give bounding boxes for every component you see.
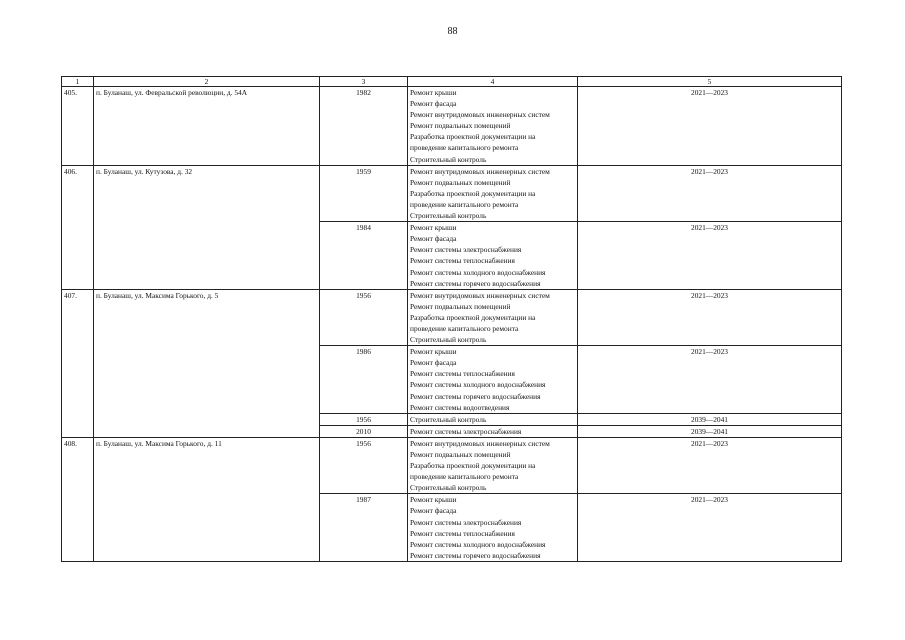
work-item: Ремонт крыши — [410, 223, 457, 233]
repair-period: 2021—2023 — [578, 87, 842, 166]
table-row — [62, 289, 842, 345]
work-item: проведение капитального ремонта — [410, 323, 519, 333]
work-item: Ремонт системы холодного водоснабжения — [410, 267, 546, 277]
work-item: Ремонт фасада — [410, 99, 457, 109]
header-col-3: 3 — [320, 77, 408, 87]
work-item: Ремонт системы холодного водоснабжения — [410, 380, 546, 390]
repair-period: 2021—2023 — [578, 222, 842, 290]
table-row — [62, 165, 842, 221]
work-item: Строительный контроль — [410, 211, 487, 221]
work-item: Ремонт подвальных помещений — [410, 301, 511, 311]
work-item: Ремонт системы горячего водоснабжения — [410, 391, 541, 401]
works-list — [408, 437, 578, 493]
work-item: Ремонт системы электроснабжения — [410, 517, 522, 527]
repair-period: 2021—2023 — [578, 494, 842, 562]
works-list — [408, 222, 578, 290]
work-item: Ремонт системы теплоснабжения — [410, 528, 515, 538]
repair-period: 2021—2023 — [578, 289, 842, 345]
work-item: проведение капитального ремонта — [410, 199, 519, 209]
work-item: Разработка проектной документации на — [410, 188, 536, 198]
work-item: Ремонт подвальных помещений — [410, 121, 511, 131]
repair-period: 2021—2023 — [578, 165, 842, 221]
entry-number: 405. — [62, 87, 94, 166]
repair-schedule-table — [61, 76, 842, 562]
works-list — [408, 289, 578, 345]
header-col-4: 4 — [408, 77, 578, 87]
work-item: Ремонт системы теплоснабжения — [410, 369, 515, 379]
entry-number: 406. — [62, 165, 94, 289]
work-item: Ремонт системы водоотведения — [410, 402, 510, 412]
work-item: Ремонт внутридомовых инженерных систем — [410, 438, 550, 448]
works-list — [408, 165, 578, 221]
table-row — [62, 437, 842, 493]
repair-period: 2021—2023 — [578, 437, 842, 493]
table-row — [62, 87, 842, 166]
entry-number: 408. — [62, 437, 94, 561]
work-item: Ремонт системы электроснабжения — [410, 245, 522, 255]
header-col-5: 5 — [578, 77, 842, 87]
work-item: Ремонт системы холодного водоснабжения — [410, 539, 546, 549]
work-item: Ремонт подвальных помещений — [410, 177, 511, 187]
work-item: Разработка проектной документации на — [410, 132, 536, 142]
works-list — [408, 494, 578, 562]
works-list — [408, 87, 578, 166]
work-item: Ремонт фасада — [410, 506, 457, 516]
work-item: Ремонт подвальных помещений — [410, 450, 511, 459]
work-item: Ремонт крыши — [410, 88, 457, 97]
work-item: проведение капитального ремонта — [410, 143, 519, 153]
build-year: 1956 — [320, 289, 408, 345]
work-item: Ремонт внутридомовых инженерных систем — [410, 290, 550, 300]
table-body — [62, 87, 842, 562]
work-item: Ремонт фасада — [410, 234, 457, 244]
work-item: Строительный контроль — [410, 414, 487, 424]
work-item: Ремонт крыши — [410, 347, 457, 357]
build-year: 1984 — [320, 222, 408, 290]
header-col-1: 1 — [62, 77, 94, 87]
work-item: Строительный контроль — [410, 335, 487, 345]
works-list — [408, 425, 578, 437]
header-col-2: 2 — [94, 77, 320, 87]
build-year: 1982 — [320, 87, 408, 166]
work-item: Ремонт внутридомовых инженерных систем — [410, 110, 550, 120]
work-item: Разработка проектной документации на — [410, 312, 536, 322]
work-item: Строительный контроль — [410, 483, 487, 493]
work-item: Ремонт системы теплоснабжения — [410, 256, 515, 266]
build-year: 1986 — [320, 346, 408, 414]
work-item: Ремонт системы электроснабжения — [410, 426, 522, 436]
table-header-row — [62, 77, 842, 87]
entry-number: 407. — [62, 289, 94, 437]
work-item: Ремонт системы горячего водоснабжения — [410, 550, 541, 560]
work-item: Ремонт внутридомовых инженерных систем — [410, 166, 550, 176]
repair-period: 2039—2041 — [578, 425, 842, 437]
repair-period: 2039—2041 — [578, 413, 842, 425]
works-list — [408, 346, 578, 414]
work-item: Разработка проектной документации на — [410, 461, 536, 471]
work-item: Ремонт крыши — [410, 495, 457, 505]
entry-address: п. Буланаш, ул. Максима Горького, д. 5 — [94, 289, 320, 437]
build-year: 1956 — [320, 437, 408, 493]
build-year: 1987 — [320, 494, 408, 562]
repair-period: 2021—2023 — [578, 346, 842, 414]
work-item: Ремонт фасада — [410, 358, 457, 368]
entry-address: п. Буланаш, ул. Февральской революции, д. 54А — [94, 87, 320, 166]
works-list — [408, 413, 578, 425]
build-year: 1959 — [320, 165, 408, 221]
entry-address: п. Буланаш, ул. Максима Горького, д. 11 — [94, 437, 320, 561]
entry-address: п. Буланаш, ул. Кутузова, д. 32 — [94, 165, 320, 289]
work-item: Строительный контроль — [410, 154, 487, 164]
work-item: проведение капитального ремонта — [410, 472, 519, 482]
build-year: 1956 — [320, 413, 408, 425]
work-item: Ремонт системы горячего водоснабжения — [410, 278, 541, 288]
page-number: 88 — [447, 26, 458, 37]
build-year: 2010 — [320, 425, 408, 437]
